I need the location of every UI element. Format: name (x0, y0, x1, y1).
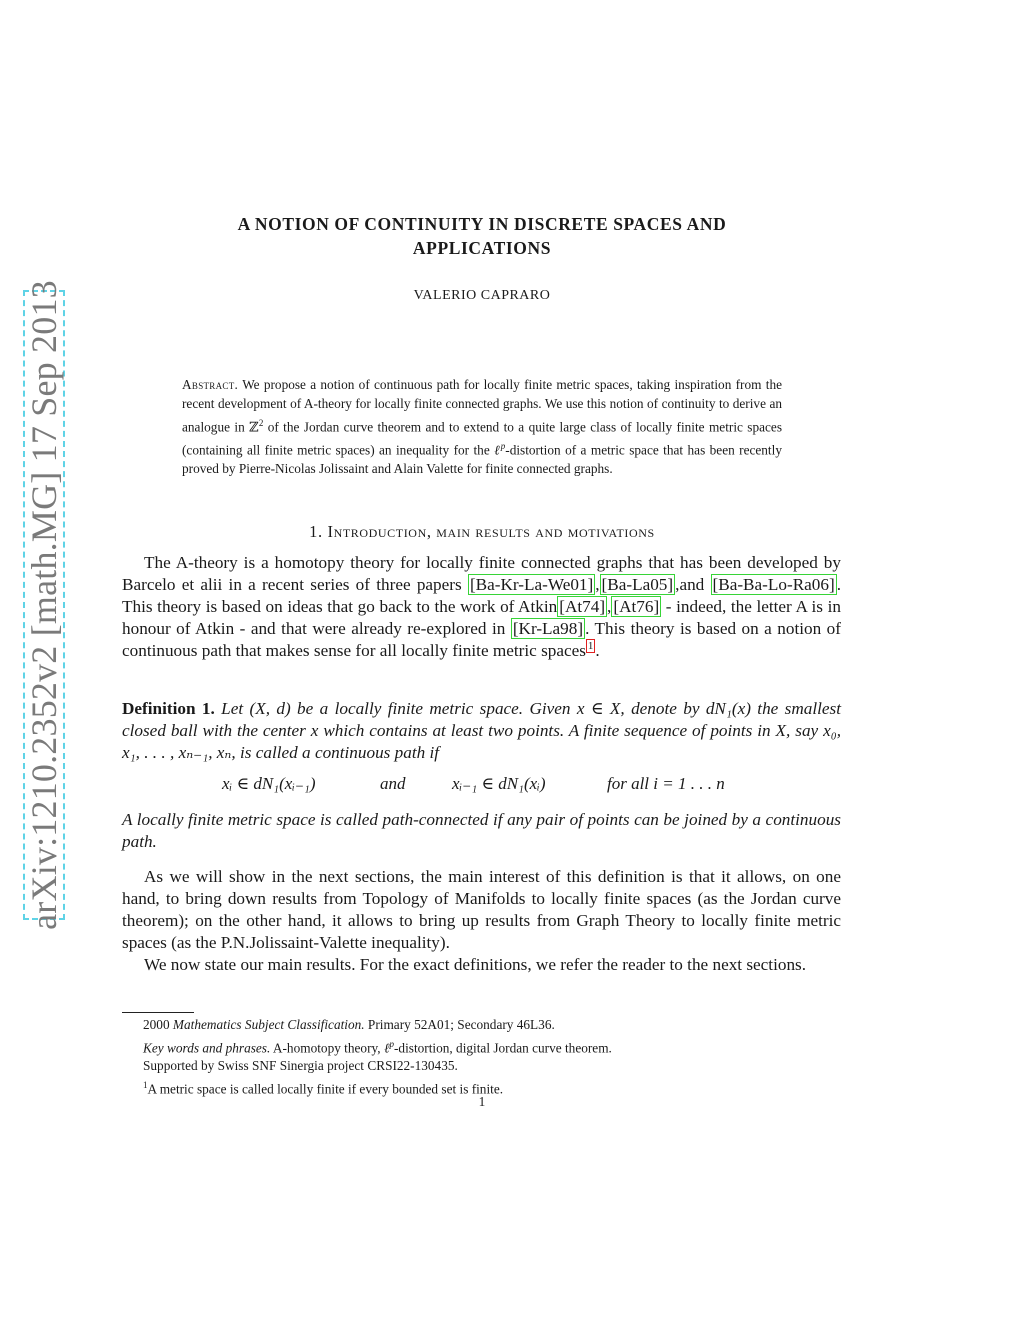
definition-label: Definition 1. (122, 699, 215, 718)
citation-link[interactable]: [At74] (559, 597, 606, 616)
z-symbol: ℤ (249, 419, 259, 435)
z-exponent: 2 (258, 417, 264, 428)
definition-continuation: A locally finite metric space is called path-connected if any pair of points can be joined by a continuous path. (122, 810, 841, 851)
paper-title (122, 212, 842, 260)
footnote-support: Supported by Swiss SNF Sinergia project CRSI22-130435. (143, 1058, 458, 1074)
intro-paragraph: The A-theory is a homotopy theory for locally finite connected graphs that has been developed by Barcelo et alii in a recent series of three papers [Ba-Kr-La-We01] , [Ba-La05] ,and [Ba-Ba-Lo-Ra06] . This theory is based on ideas that go back to the work of Atkin [At74] , [At76] - indeed, the letter A is in honour of Atkin - and that were already re-explored in [Kr-La98] . This theory is based on a notion of continuous path that makes sense for all locally finite metric spaces $^1$ . (122, 553, 841, 660)
footnote-keywords-b: -distortion, digital Jordan curve theorem. (394, 1039, 612, 1055)
footnote-divider (122, 1012, 194, 1013)
section-heading (122, 522, 842, 542)
intro-text-5: . This theory is based on a notion of continuous path that makes sense for all locally finite metric spaces (122, 619, 841, 660)
citation-link[interactable]: [Kr-La98] (512, 619, 584, 638)
citation-link[interactable]: [Ba-La05] (601, 575, 674, 594)
intro-text-2: ,and (675, 575, 711, 594)
paragraph-2: As we will show in the next sections, the main interest of this definition is that it allows, on one hand, to bring down results from Topology of Manifolds to locally finite spaces (as the Jordan curve theorem); on the other hand, it allows to bring up results from Graph Theory to locally finite metric spaces (as the P.N.Jolissaint-Valette inequality). (122, 867, 841, 952)
abstract-text-2: of the Jordan curve theorem and to extend to a quite large class of locally finite metric spaces (containing all finite metric spaces) an inequality for the (182, 419, 782, 458)
footnote-classification (122, 1016, 842, 1035)
abstract-text-1: We propose a notion of continuous path for locally finite metric spaces, taking inspiration from the recent development of A-theory for locally finite connected graphs. We use this notion of continuity to derive an analogue in (182, 377, 782, 435)
title-line-1: A NOTION OF CONTINUITY IN DISCRETE SPACES AND (237, 214, 727, 234)
section-title: Introduction, main results and motivations (327, 522, 655, 541)
abstract-text-3: -distortion of a metric space that has been recently proved by Pierre-Nicolas Jolissaint and Alain Valette for finite connected graphs. (182, 442, 782, 477)
footnote-keywords (122, 1035, 842, 1058)
intro-text-3: . This theory is based on ideas that go back to the work of Atkin (122, 575, 841, 616)
formula-part-2: xᵢ₋₁ ∈ dN₁(xᵢ) (452, 774, 546, 793)
citation-link[interactable]: [Ba-Ba-Lo-Ra06] (712, 575, 835, 594)
lp-symbol: ℓ (494, 442, 501, 458)
intro-text-1: The A-theory is a homotopy theory for locally finite connected graphs that has been developed by Barcelo et alii in a recent series of three papers (122, 553, 841, 594)
page-number: 1 (478, 1094, 486, 1109)
footnote-1-mark: 1 (143, 1079, 148, 1090)
footnote-1-text: A metric space is called locally finite if every bounded set is finite. (147, 1081, 504, 1097)
formula-part-1: xᵢ ∈ dN₁(xᵢ₋₁) (222, 774, 316, 793)
abstract-label: Abstract. (182, 377, 239, 392)
footnote-classification-label: Mathematics Subject Classification. (172, 1017, 365, 1032)
arxiv-side-stamp (23, 280, 65, 930)
footnote-lp-exp: p (389, 1038, 394, 1049)
footnote-classification-text: Primary 52A01; Secondary 46L36. (364, 1017, 555, 1032)
footnote-keywords-label: Key words and phrases. (143, 1039, 271, 1055)
footnotes (122, 1016, 842, 1099)
definition-text: Let (X, d) be a locally finite metric space. Given x ∈ X, denote by dN₁(x) the smallest closed ball with the center x which contains at least two points. A finite sequence of points in X, say x₀, x₁, . . . , xₙ₋₁, xₙ, is called a continuous path if (122, 699, 842, 762)
lp-exponent: p (500, 440, 506, 451)
footnote-lp: ℓ (383, 1039, 390, 1055)
formula-and: and (380, 774, 406, 793)
abstract (182, 376, 782, 479)
author: VALERIO CAPRARO (413, 288, 551, 303)
formula-part-3: for all i = 1 . . . n (607, 774, 725, 793)
title-line-2: APPLICATIONS (412, 238, 552, 258)
citation-link[interactable]: [Ba-Kr-La-We01] (469, 575, 594, 594)
section-number: 1. (309, 522, 323, 541)
citation-link[interactable]: [At76] (613, 597, 660, 616)
footnote-keywords-a: A-homotopy theory, (270, 1039, 384, 1055)
paragraph-3: We now state our main results. For the exact definitions, we refer the reader to the next sections. (144, 955, 807, 974)
footnote-link[interactable]: 1 (587, 640, 594, 653)
intro-text-4: - indeed, the letter A is in honour of Atkin - and that were already re-explored in (122, 597, 841, 638)
definition-1 (122, 698, 841, 764)
arxiv-identifier: arXiv:1210.2352v2 [math.MG] 17 Sep 2013 (24, 280, 64, 930)
intro-text-6: . (595, 641, 600, 660)
footnote-year: 2000 (143, 1017, 173, 1032)
